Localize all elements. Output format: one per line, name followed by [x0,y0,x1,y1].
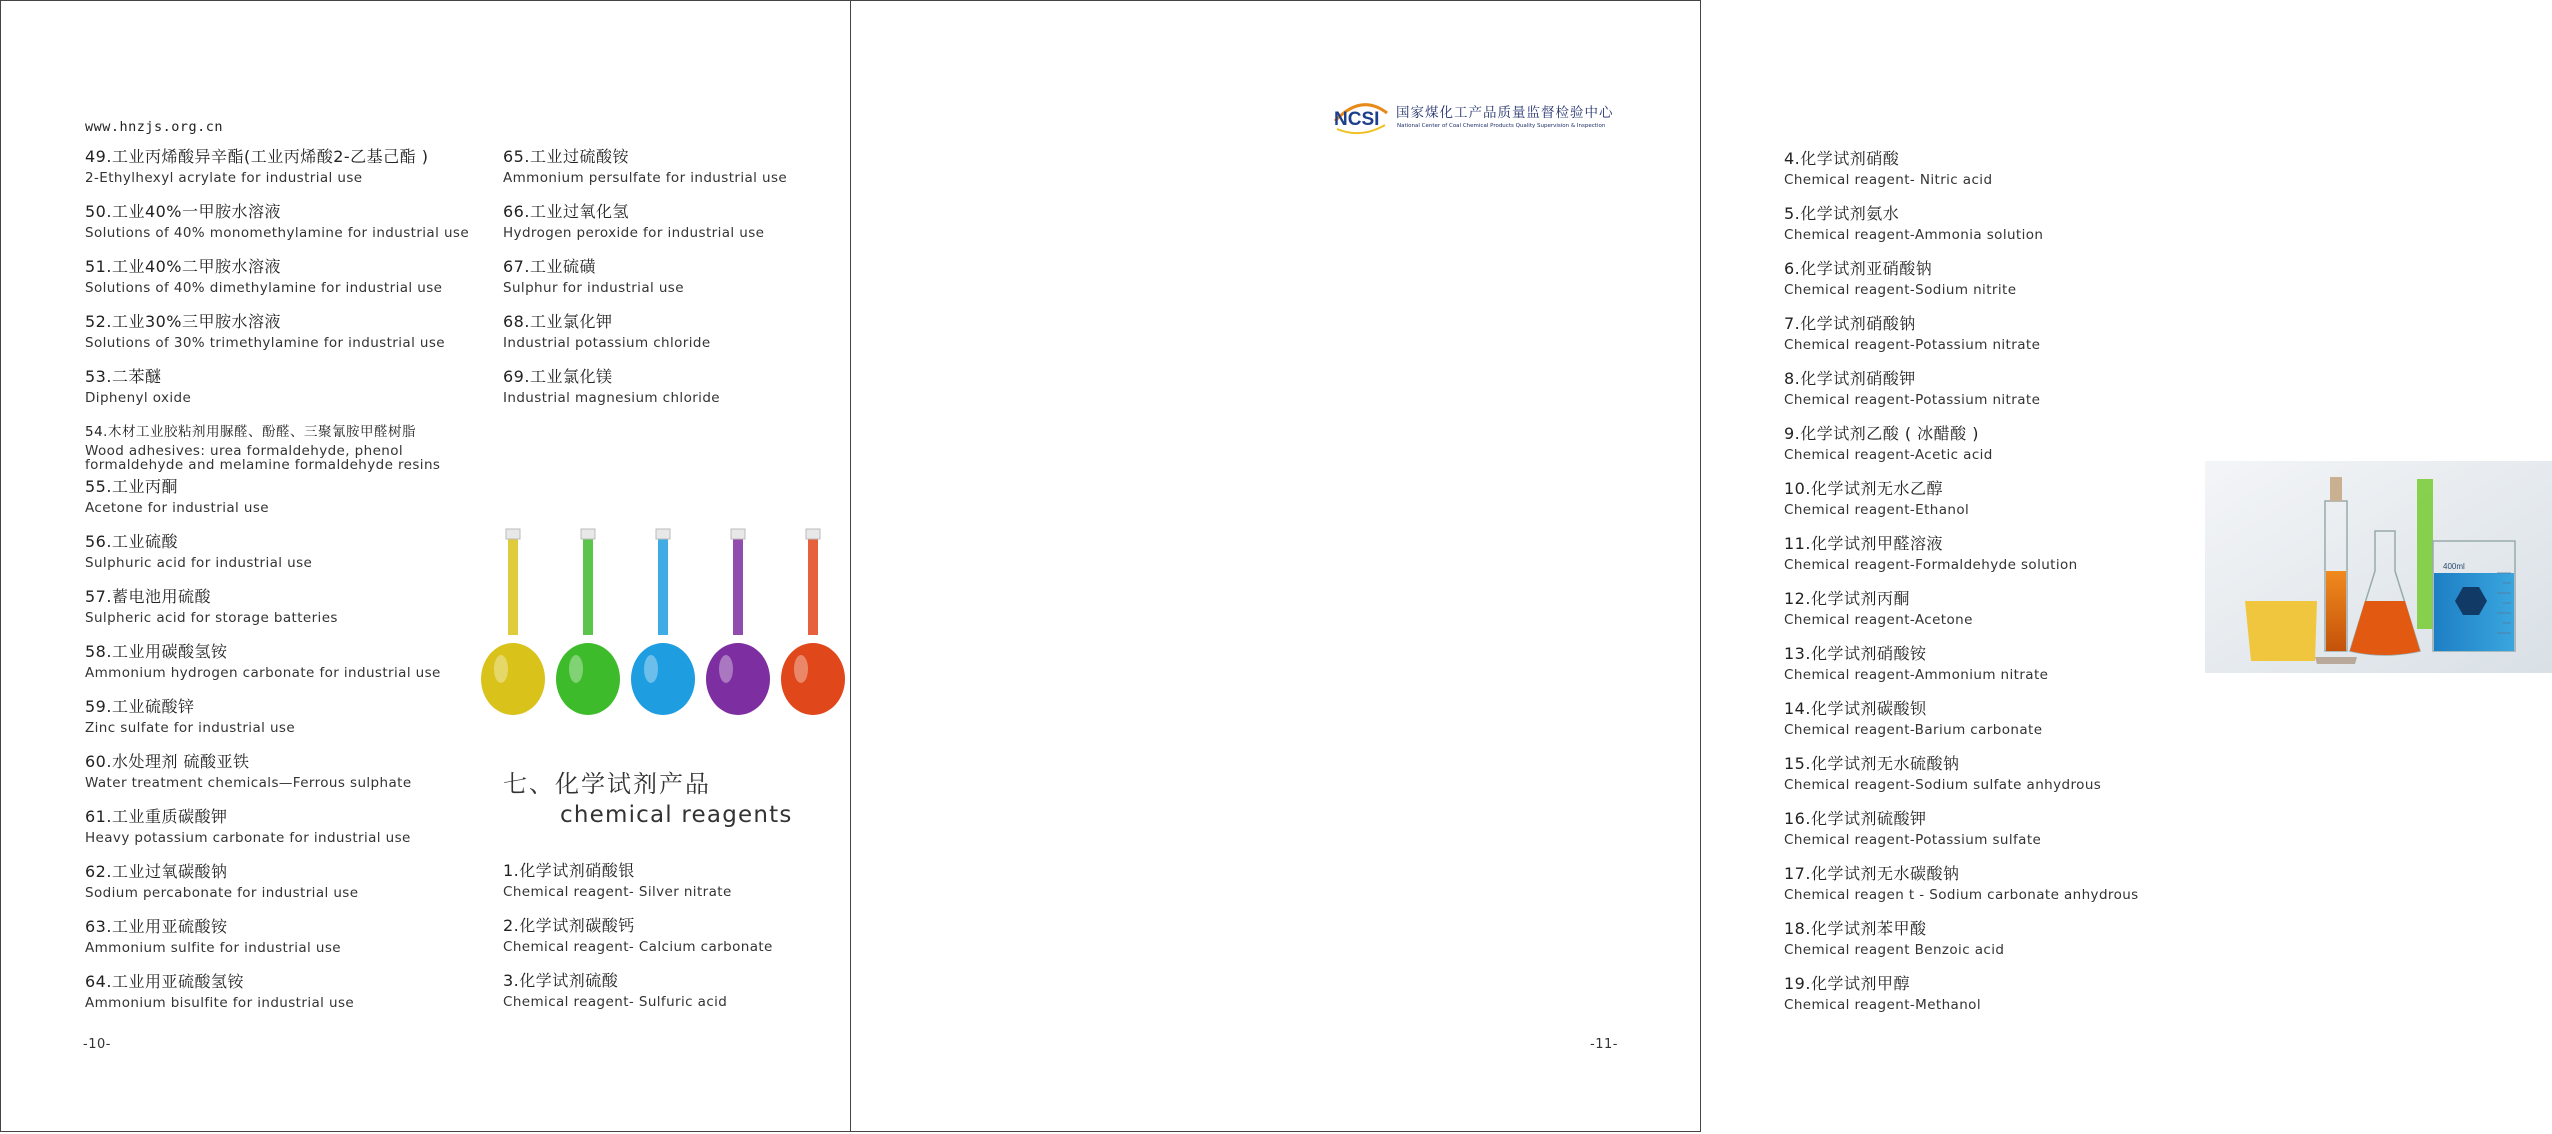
item-name-zh: 67.工业硫磺 [503,257,596,276]
list-item [85,752,469,807]
ncsi-logo [1331,97,1631,137]
item-name-en: Chemical reagent-Methanol [1784,997,1981,1013]
orange-cylinder [2326,571,2346,651]
item-name-en: Chemical reagent-Formaldehyde solution [1784,557,2078,573]
item-name-en: Chemical reagent- Sulfuric acid [503,994,728,1010]
page-number: -10- [83,1037,111,1052]
item-name-en: Diphenyl oxide [85,390,192,406]
item-name-zh: 52.工业30%三甲胺水溶液 [85,312,282,331]
flask [481,529,545,715]
item-name-zh: 7.化学试剂硝酸钠 [1784,314,1916,333]
item-name-zh: 6.化学试剂亚硝酸钠 [1784,259,1933,278]
yellow-beaker [2245,601,2317,661]
item-name-zh: 4.化学试剂硝酸 [1784,149,1900,168]
list-item [503,257,787,312]
section-title-en: chemical reagents [560,802,793,828]
item-name-zh: 13.化学试剂硝酸铵 [1784,644,1927,663]
item-name-zh: 10.化学试剂无水乙醇 [1784,479,1943,498]
item-name-en: Sulpheric acid for storage batteries [85,610,338,626]
left-page [0,0,851,1132]
list-item [1784,864,2139,919]
list-item [85,807,469,862]
list-item [503,367,787,422]
item-name-zh: 9.化学试剂乙酸 ( 冰醋酸 ) [1784,424,1980,443]
item-name-en: Chemical reagent-Sodium sulfate anhydrous [1784,777,2102,793]
product-list-middle [503,147,787,422]
list-item [85,532,469,587]
item-name-en: Ammonium persulfate for industrial use [503,170,788,186]
list-item [85,917,469,972]
flask [781,529,845,715]
list-item [1784,534,2139,589]
list-item [85,697,469,752]
right-page [850,0,2465,1132]
item-name-zh: 53.二苯醚 [85,367,162,386]
item-name-zh: 57.蓄电池用硫酸 [85,587,211,606]
item-name-zh: 1.化学试剂硝酸银 [503,861,635,880]
item-name-en: Ammonium hydrogen carbonate for industrial use [85,665,441,681]
item-name-zh: 68.工业氯化钾 [503,312,613,331]
item-name-zh: 16.化学试剂硫酸钾 [1784,809,1927,828]
list-item [1784,974,2139,1029]
item-name-zh: 14.化学试剂碳酸钡 [1784,699,1927,718]
item-name-en: Industrial magnesium chloride [503,390,721,406]
item-name-en: Chemical reagent-Potassium nitrate [1784,337,2041,353]
item-name-zh: 62.工业过氧碳酸钠 [85,862,228,881]
page-number: -11- [1590,1037,1618,1052]
list-item [85,972,469,1027]
item-name-en: Industrial potassium chloride [503,335,711,351]
list-item [1784,699,2139,754]
reagent-list-left [503,861,773,1026]
item-name-en: Sulphuric acid for industrial use [85,555,313,571]
item-name-en: Chemical reagent-Potassium nitrate [1784,392,2041,408]
list-item [1784,919,2139,974]
item-name-zh: 55.工业丙酮 [85,477,178,496]
item-name-en: Chemical reagent- Silver nitrate [503,884,732,900]
org-name-zh: 国家煤化工产品质量监督检验中心 [1396,105,1614,121]
item-name-zh: 60.水处理剂 硫酸亚铁 [85,752,250,771]
item-name-zh: 19.化学试剂甲醇 [1784,974,1910,993]
list-item [85,257,469,312]
flask [556,529,620,715]
item-name-en: Chemical reagent-Ammonia solution [1784,227,2044,243]
list-item [1784,259,2139,314]
list-item [85,422,469,477]
item-name-zh: 15.化学试剂无水硫酸钠 [1784,754,1960,773]
flask [706,529,770,715]
item-name-zh: 59.工业硫酸锌 [85,697,195,716]
list-item [503,916,773,971]
colored-flasks-photo [480,529,852,719]
item-name-zh: 18.化学试剂苯甲酸 [1784,919,1927,938]
list-item [85,367,469,422]
lab-glassware-photo [2205,461,2552,673]
flask [631,529,695,715]
item-name-en: Chemical reagent-Ethanol [1784,502,1970,518]
section-heading [503,769,793,831]
item-name-zh: 2.化学试剂碳酸钙 [503,916,635,935]
website-url: www.hnzjs.org.cn [85,119,224,135]
item-name-zh: 12.化学试剂丙酮 [1784,589,1910,608]
product-list-left [85,147,469,1027]
list-item [1784,809,2139,864]
item-name-en: Ammonium sulfite for industrial use [85,940,341,956]
item-name-en: Chemical reagen t - Sodium carbonate anhydrous [1784,887,2139,903]
item-name-en: 2-Ethylhexyl acrylate for industrial use [85,170,363,186]
item-name-zh: 64.工业用亚硫酸氢铵 [85,972,244,991]
item-name-en: Chemical reagent-Potassium sulfate [1784,832,2042,848]
item-name-zh: 17.化学试剂无水碳酸钠 [1784,864,1960,883]
item-name-zh: 8.化学试剂硝酸钾 [1784,369,1916,388]
item-name-zh: 5.化学试剂氨水 [1784,204,1900,223]
item-name-en: Water treatment chemicals—Ferrous sulphate [85,775,412,791]
item-name-en: Chemical reagent-Ammonium nitrate [1784,667,2049,683]
item-name-en: Solutions of 30% trimethylamine for industrial use [85,335,446,351]
item-name-en: Solutions of 40% dimethylamine for industrial use [85,280,443,296]
list-item [1784,314,2139,369]
list-item [503,971,773,1026]
reagent-list-right [1784,149,2139,1029]
item-name-en: Solutions of 40% monomethylamine for industrial use [85,225,470,241]
item-name-en: Acetone for industrial use [85,500,269,516]
item-name-zh: 50.工业40%一甲胺水溶液 [85,202,282,221]
item-name-en: Chemical reagent-Sodium nitrite [1784,282,2017,298]
item-name-zh: 3.化学试剂硫酸 [503,971,619,990]
item-name-zh: 69.工业氯化镁 [503,367,613,386]
list-item [1784,644,2139,699]
item-name-en: Chemical reagent- Nitric acid [1784,172,1993,188]
item-name-en: Wood adhesives: urea formaldehyde, phenol formaldehyde and melamine formaldehyde resins [85,443,441,473]
item-name-en: Sodium percabonate for industrial use [85,885,359,901]
green-tube [2417,479,2433,629]
list-item [1784,369,2139,424]
list-item [1784,424,2139,479]
list-item [1784,149,2139,204]
list-item [85,202,469,257]
list-item [85,587,469,642]
item-name-en: Sulphur for industrial use [503,280,684,296]
ncsi-logo-mark [1331,99,1391,135]
list-item [85,862,469,917]
item-name-zh: 63.工业用亚硫酸铵 [85,917,228,936]
list-item [85,642,469,697]
list-item [503,312,787,367]
item-name-zh: 54.木材工业胶粘剂用脲醛、酚醛、三聚氰胺甲醛树脂 [85,424,416,440]
item-name-en: Chemical reagent- Calcium carbonate [503,939,773,955]
list-item [503,861,773,916]
list-item [503,147,787,202]
item-name-zh: 66.工业过氧化氢 [503,202,629,221]
list-item [1784,479,2139,534]
item-name-en: Hydrogen peroxide for industrial use [503,225,765,241]
section-title-zh: 七、化学试剂产品 [503,770,711,798]
item-name-zh: 51.工业40%二甲胺水溶液 [85,257,282,276]
item-name-en: Zinc sulfate for industrial use [85,720,296,736]
list-item [1784,204,2139,259]
list-item [1784,754,2139,809]
item-name-en: Heavy potassium carbonate for industrial use [85,830,411,846]
ncsi-logo-text: NCSI [1334,109,1380,130]
list-item [1784,589,2139,644]
list-item [85,147,469,202]
item-name-zh: 49.工业丙烯酸异辛酯(工业丙烯酸2-乙基己酯 ) [85,147,429,166]
beaker-volume-label: 400ml [2443,562,2465,571]
item-name-en: Chemical reagent-Acetone [1784,612,1973,628]
item-name-en: Chemical reagent-Barium carbonate [1784,722,2043,738]
item-name-zh: 56.工业硫酸 [85,532,178,551]
item-name-en: Chemical reagent Benzoic acid [1784,942,2005,958]
item-name-en: Chemical reagent-Acetic acid [1784,447,1993,463]
list-item [503,202,787,257]
item-name-zh: 11.化学试剂甲醛溶液 [1784,534,1943,553]
org-name-en: National Center of Coal Chemical Products Quality Supervision & Inspection [1397,123,1606,129]
item-name-zh: 61.工业重质碳酸钾 [85,807,228,826]
item-name-en: Ammonium bisulfite for industrial use [85,995,355,1011]
item-name-zh: 58.工业用碳酸氢铵 [85,642,228,661]
list-item [85,312,469,367]
item-name-zh: 65.工业过硫酸铵 [503,147,629,166]
list-item [85,477,469,532]
